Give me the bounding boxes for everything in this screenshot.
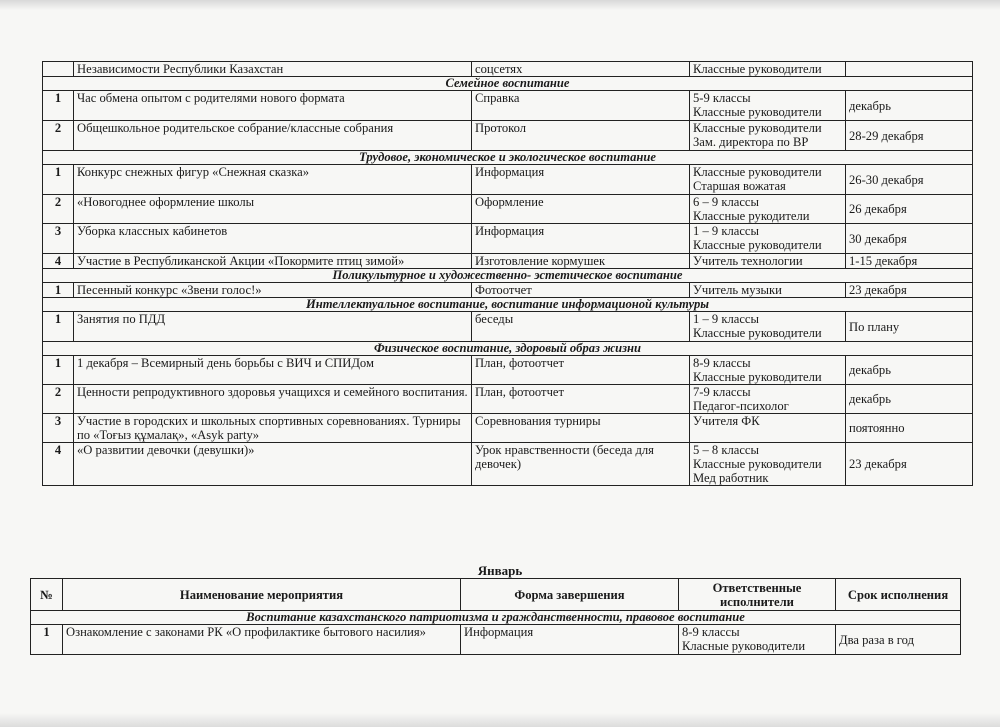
section-title: Воспитание казахстанского патриотизма и гражданственности, правовое воспитание — [31, 611, 961, 625]
table-row — [43, 195, 973, 224]
deadline: Два раза в год — [836, 625, 961, 655]
table-row — [43, 254, 973, 269]
event-name: Участие в городских и школьных спортивных соревнованиях. Турниры по «Тоғыз құмалақ», «Asyk party» — [74, 414, 472, 443]
deadline: 28-29 декабря — [846, 121, 973, 151]
table-row — [43, 91, 973, 121]
table-row — [43, 356, 973, 385]
table-row — [43, 385, 973, 414]
responsible: Классные руководители Зам. директора по ВР — [690, 121, 846, 151]
row-number: 2 — [43, 195, 74, 224]
event-name: Час обмена опытом с родителями нового формата — [74, 91, 472, 121]
responsible: 8-9 классы Класные руководители — [679, 625, 836, 655]
event-name: Занятия по ПДД — [74, 312, 472, 342]
event-name: 1 декабря – Всемирный день борьбы с ВИЧ и СПИДом — [74, 356, 472, 385]
row-number: 1 — [43, 283, 74, 298]
month-title: Январь — [477, 563, 523, 578]
responsible: 1 – 9 классы Классные руководители — [690, 224, 846, 254]
header-completion-form: Форма завершения — [461, 579, 679, 611]
deadline: 26-30 декабря — [846, 165, 973, 195]
row-number: 2 — [43, 385, 74, 414]
responsible: 8-9 классы Классные руководители — [690, 356, 846, 385]
responsible: Классные руководители Старшая вожатая — [690, 165, 846, 195]
section-title: Поликультурное и художественно- эстетическое воспитание — [43, 269, 973, 283]
event-name: Ценности репродуктивного здоровья учащихся и семейного воспитания. — [74, 385, 472, 414]
december-plan-table — [42, 61, 973, 486]
event-name: Ознакомление с законами РК «О профилактике бытового насилия» — [63, 625, 461, 655]
row-number: 4 — [43, 443, 74, 486]
section-title: Трудовое, экономическое и экологическое воспитание — [43, 151, 973, 165]
responsible: Учитель музыки — [690, 283, 846, 298]
deadline: 30 декабря — [846, 224, 973, 254]
responsible: 5-9 классы Классные руководители — [690, 91, 846, 121]
row-number: 4 — [43, 254, 74, 269]
table-row — [43, 414, 973, 443]
section-title: Семейное воспитание — [43, 77, 973, 91]
event-name: Независимости Республики Казахстан — [74, 62, 472, 77]
header-responsible: Ответственные исполнители — [679, 579, 836, 611]
row-number: 3 — [43, 414, 74, 443]
table-row — [43, 312, 973, 342]
event-name: «Новогоднее оформление школы — [74, 195, 472, 224]
responsible: 7-9 классы Педагог-психолог — [690, 385, 846, 414]
row-number: 1 — [43, 91, 74, 121]
completion-form: План, фотоотчет — [472, 356, 690, 385]
row-number — [43, 62, 74, 77]
table-row — [43, 443, 973, 486]
completion-form: Информация — [461, 625, 679, 655]
row-number: 1 — [43, 312, 74, 342]
responsible: 5 – 8 классы Классные руководители Мед работник — [690, 443, 846, 486]
deadline: По плану — [846, 312, 973, 342]
event-name: «О развитии девочки (девушки)» — [74, 443, 472, 486]
deadline: 23 декабря — [846, 443, 973, 486]
deadline: декабрь — [846, 385, 973, 414]
event-name: Песенный конкурс «Звени голос!» — [74, 283, 472, 298]
completion-form: Урок нравственности (беседа для девочек) — [472, 443, 690, 486]
deadline: 26 декабря — [846, 195, 973, 224]
section-row — [43, 151, 973, 165]
table-row — [43, 62, 973, 77]
deadline: 23 декабря — [846, 283, 973, 298]
row-number: 1 — [31, 625, 63, 655]
event-name: Общешкольное родительское собрание/классные собрания — [74, 121, 472, 151]
completion-form: Протокол — [472, 121, 690, 151]
completion-form: План, фотоотчет — [472, 385, 690, 414]
completion-form: Информация — [472, 224, 690, 254]
row-number: 2 — [43, 121, 74, 151]
completion-form: Изготовление кормушек — [472, 254, 690, 269]
deadline: 1-15 декабря — [846, 254, 973, 269]
header-deadline: Срок исполнения — [836, 579, 961, 611]
row-number: 1 — [43, 165, 74, 195]
table-header-row — [31, 579, 961, 611]
responsible: Учитель технологии — [690, 254, 846, 269]
deadline: поятоянно — [846, 414, 973, 443]
table-row — [43, 121, 973, 151]
deadline: декабрь — [846, 356, 973, 385]
row-number: 1 — [43, 356, 74, 385]
january-plan-table — [30, 578, 961, 655]
responsible: 6 – 9 классы Классные рукодители — [690, 195, 846, 224]
responsible: Классные руководители — [690, 62, 846, 77]
section-row — [31, 611, 961, 625]
completion-form: Информация — [472, 165, 690, 195]
completion-form: Фотоотчет — [472, 283, 690, 298]
section-row — [43, 269, 973, 283]
header-number: № — [31, 579, 63, 611]
event-name: Конкурс снежных фигур «Снежная сказка» — [74, 165, 472, 195]
completion-form: Соревнования турниры — [472, 414, 690, 443]
completion-form: соцсетях — [472, 62, 690, 77]
section-title: Интеллектуальное воспитание, воспитание информационой культуры — [43, 298, 973, 312]
responsible: Учителя ФК — [690, 414, 846, 443]
table-row — [31, 625, 961, 655]
scan-top-edge — [0, 0, 1000, 10]
scan-bottom-edge — [0, 713, 1000, 727]
completion-form: беседы — [472, 312, 690, 342]
header-event-name: Наименование мероприятия — [63, 579, 461, 611]
deadline: декабрь — [846, 91, 973, 121]
section-row — [43, 342, 973, 356]
row-number: 3 — [43, 224, 74, 254]
completion-form: Справка — [472, 91, 690, 121]
section-title: Физическое воспитание, здоровый образ жизни — [43, 342, 973, 356]
table-row — [43, 283, 973, 298]
table-row — [43, 224, 973, 254]
table-row — [43, 165, 973, 195]
section-row — [43, 77, 973, 91]
section-row — [43, 298, 973, 312]
deadline — [846, 62, 973, 77]
event-name: Уборка классных кабинетов — [74, 224, 472, 254]
event-name: Участие в Республиканской Акции «Покормите птиц зимой» — [74, 254, 472, 269]
responsible: 1 – 9 классы Классные руководители — [690, 312, 846, 342]
completion-form: Оформление — [472, 195, 690, 224]
